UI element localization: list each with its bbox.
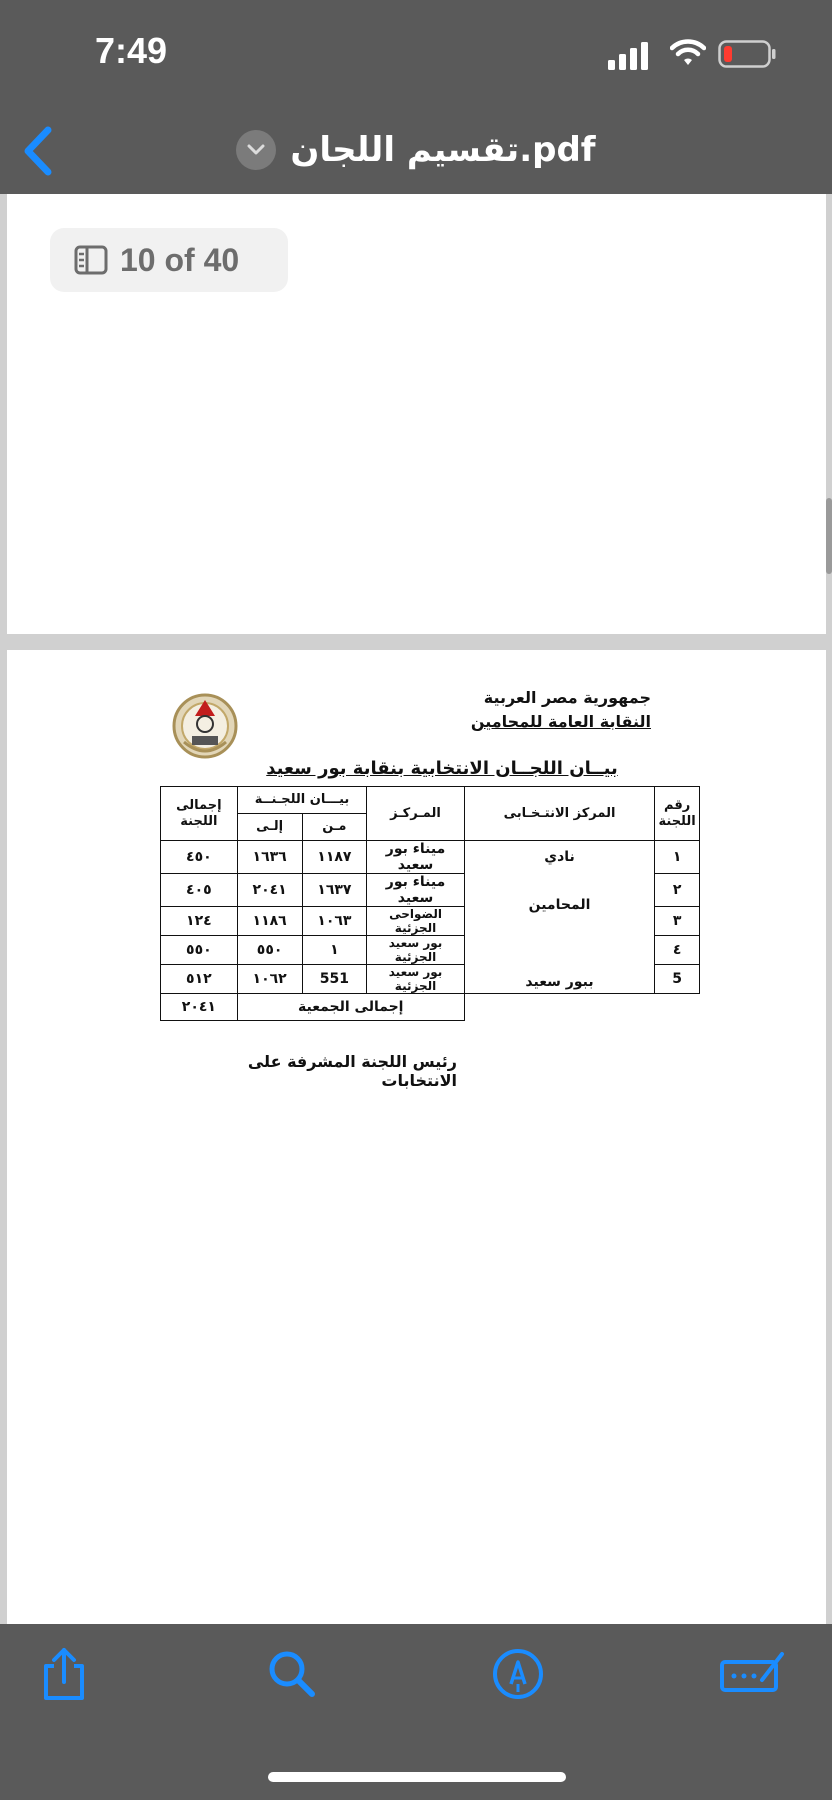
document-content	[7, 650, 826, 1624]
table-row	[161, 936, 700, 965]
cell-from: ١٠٦٣	[302, 907, 367, 936]
cell-total: ٥١٢	[161, 965, 238, 994]
cell-no: 5	[655, 965, 700, 994]
cell-no: ٣	[655, 907, 700, 936]
col-center: المركز الانتـخـابى	[464, 787, 654, 841]
search-icon[interactable]	[264, 1646, 320, 1702]
document-header	[471, 686, 651, 734]
cell-district: بور سعيد الجزئية	[367, 965, 465, 994]
col-to: إلـى	[237, 814, 302, 841]
document-title-text: بيــان اللجــان الانتخابية بنقابة بور سعيد	[266, 758, 618, 779]
table-total-row	[161, 994, 700, 1021]
cell-total: ٤٥٠	[161, 841, 238, 874]
col-committee-no: رقم اللجنة	[655, 787, 700, 841]
markup-icon[interactable]	[490, 1646, 546, 1702]
share-icon[interactable]	[36, 1646, 92, 1702]
cell-from: ١	[302, 936, 367, 965]
cell-total: ١٢٤	[161, 907, 238, 936]
cell-from: ١٦٣٧	[302, 874, 367, 907]
scrollbar-thumb[interactable]	[826, 498, 832, 574]
grand-total-value: ٢٠٤١	[161, 994, 238, 1021]
pdf-viewer[interactable]	[0, 194, 832, 1624]
table-header-row	[161, 787, 700, 814]
status-time: 7:49	[95, 30, 168, 71]
cell-center: نادي	[464, 841, 654, 874]
status-bar	[0, 0, 832, 110]
syndicate-logo-icon	[170, 690, 240, 760]
cell-no: ١	[655, 841, 700, 874]
cell-district: ميناء بور سعيد	[367, 874, 465, 907]
cell-center: المحامين	[464, 874, 654, 936]
cell-to: ١٠٦٢	[237, 965, 302, 994]
table-row	[161, 841, 700, 874]
col-range: بيـــان اللجـنــة	[237, 787, 367, 814]
col-from: مـن	[302, 814, 367, 841]
title-menu-chevron-icon[interactable]	[236, 130, 276, 170]
committees-table	[160, 786, 700, 1021]
cell-from: ١١٨٧	[302, 841, 367, 874]
col-total: إجمالى اللجنة	[161, 787, 238, 841]
home-indicator[interactable]	[268, 1772, 566, 1782]
sidebar-icon	[74, 245, 108, 275]
cell-to: ١١٨٦	[237, 907, 302, 936]
cell-total: ٤٠٥	[161, 874, 238, 907]
cellular-signal-icon	[608, 42, 652, 70]
cell-center: ببور سعيد	[464, 936, 654, 994]
header-syndicate: النقابة العامة للمحامين	[470, 712, 651, 731]
pdf-page-current	[7, 650, 826, 1624]
col-district: المـركـز	[367, 787, 465, 841]
cell-no: ٢	[655, 874, 700, 907]
navigation-bar	[0, 110, 832, 194]
header-country: جمهورية مصر العربية	[483, 688, 651, 707]
pdf-page-previous	[7, 194, 826, 634]
document-title: تقسيم اللجان.pdf	[290, 130, 596, 170]
grand-total-label: إجمالى الجمعية	[237, 994, 464, 1021]
table-row	[161, 874, 700, 907]
cell-to: ٢٠٤١	[237, 874, 302, 907]
annotate-icon[interactable]	[718, 1646, 788, 1702]
cell-to: ٥٥٠	[237, 936, 302, 965]
wifi-icon	[670, 38, 706, 68]
cell-to: ١٦٣٦	[237, 841, 302, 874]
cell-from: 551	[302, 965, 367, 994]
signature-line: رئيس اللجنة المشرفة على الانتخابات	[247, 1052, 457, 1090]
cell-district: بور سعيد الجزئية	[367, 936, 465, 965]
cell-no: ٤	[655, 936, 700, 965]
page-indicator-text: 10 of 40	[120, 241, 240, 278]
cell-total: ٥٥٠	[161, 936, 238, 965]
page-indicator[interactable]	[50, 228, 288, 292]
cell-district: ميناء بور سعيد	[367, 841, 465, 874]
bottom-toolbar	[0, 1624, 832, 1800]
battery-low-icon	[718, 40, 776, 68]
cell-district: الضواحى الجزئية	[367, 907, 465, 936]
document-title-button[interactable]	[0, 122, 832, 178]
